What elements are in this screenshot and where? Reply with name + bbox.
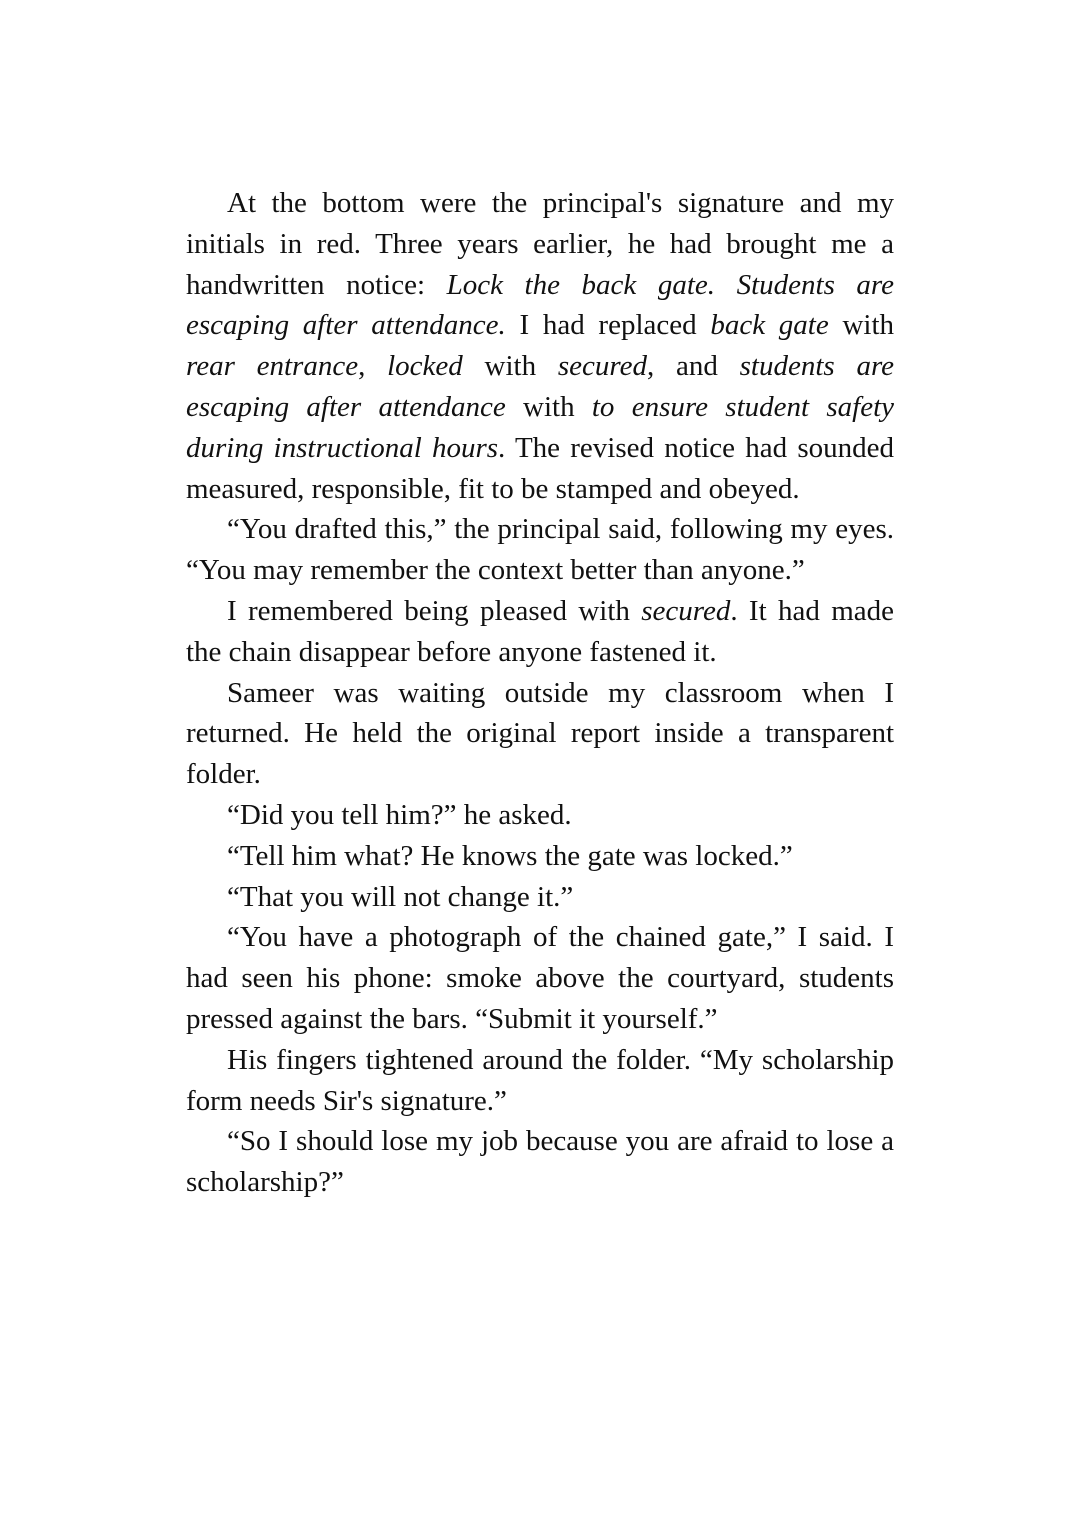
text-segment: “That you will not change it.” xyxy=(227,880,574,913)
paragraph-3 xyxy=(186,591,894,673)
italic-segment: Lock the back gate. Students are escaping after attendance. xyxy=(186,268,894,342)
paragraph-7 xyxy=(186,877,894,918)
text-segment: with xyxy=(828,309,895,342)
text-segment: . It had made the chain disappear before anyone fastened it. xyxy=(186,594,894,668)
text-segment: “You have a photograph of the chained gate,” I said. I had seen his phone: smoke above the courtyard, students pressed against the bars. “Submit it yourself.” xyxy=(186,921,894,1035)
text-segment: “You drafted this,” the principal said, following my eyes. “You may remember the context better than anyone.” xyxy=(186,513,894,587)
text-segment: “So I should lose my job because you are afraid to lose a scholarship?” xyxy=(186,1125,894,1199)
text-segment: His fingers tightened around the folder. “My scholarship form needs Sir's signature.” xyxy=(186,1043,894,1117)
text-segment: I remembered being pleased with xyxy=(227,594,642,627)
italic-segment: secured xyxy=(557,350,647,383)
italic-segment: back gate xyxy=(710,309,829,342)
paragraph-5 xyxy=(186,795,894,836)
book-page-body xyxy=(186,183,894,1203)
paragraph-2 xyxy=(186,509,894,591)
italic-segment: rear entrance xyxy=(186,350,359,383)
text-segment: with xyxy=(462,350,558,383)
paragraph-1 xyxy=(186,183,894,509)
text-segment: I had replaced xyxy=(505,309,711,342)
paragraph-9 xyxy=(186,1040,894,1122)
paragraph-10 xyxy=(186,1121,894,1203)
paragraph-6 xyxy=(186,836,894,877)
text-segment: “Tell him what? He knows the gate was locked.” xyxy=(227,839,793,872)
italic-segment: locked xyxy=(387,350,463,383)
text-segment: Sameer was waiting outside my classroom when I returned. He held the original report inside a transparent folder. xyxy=(186,676,894,791)
italic-segment: secured xyxy=(641,594,731,627)
italic-segment: students are escaping after attendance xyxy=(186,350,895,423)
paragraph-8 xyxy=(186,917,894,1039)
text-segment: At the bottom were the principal's signature and my initials in red. Three years earlier, he had brought me a handwritten notice: xyxy=(186,187,894,301)
italic-segment: to ensure student safety during instructional hours xyxy=(186,390,894,464)
text-segment: , xyxy=(358,350,388,383)
paragraph-4 xyxy=(186,673,894,795)
text-segment: with xyxy=(505,390,592,423)
text-segment: , and xyxy=(646,350,740,383)
text-segment: “Did you tell him?” he asked. xyxy=(227,798,572,831)
text-segment: . The revised notice had sounded measured, responsible, fit to be stamped and obeyed. xyxy=(186,431,894,505)
